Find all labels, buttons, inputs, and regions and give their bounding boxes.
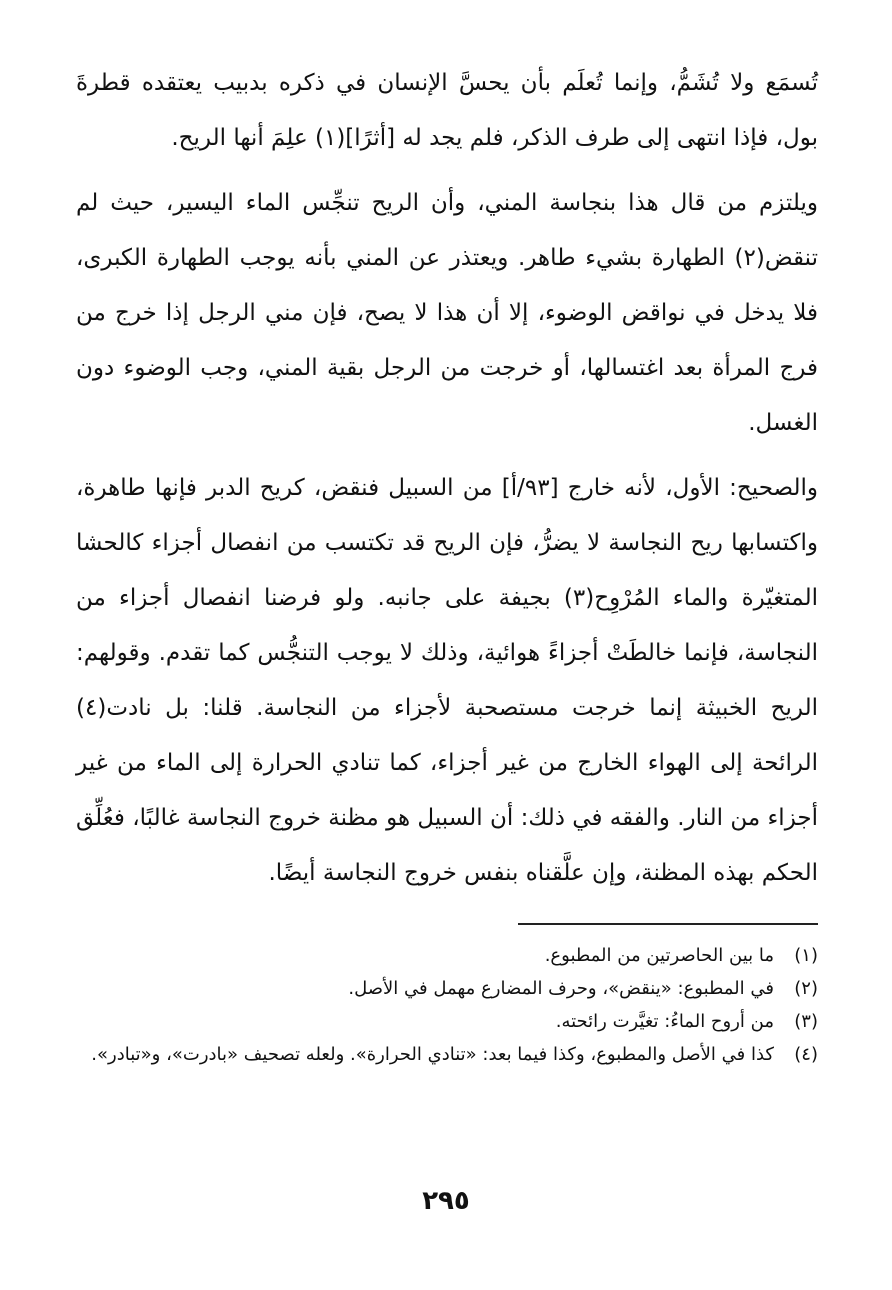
paragraph-1: تُسمَع ولا تُشَمُّ، وإنما تُعلَم بأن يحسَّ الإنسان في ذكره بدبيب يعتقده قطرةَ بول، فإذا انتهى إلى طرف الذكر، فلم يجد له [أثرًا](١) علِمَ أنها الريح. (76, 70, 818, 151)
footnote-4 (76, 1038, 818, 1071)
paragraph-3: والصحيح: الأول، لأنه خارج [٩٣/أ] من السبيل فنقض، كريح الدبر فإنها طاهرة، واكتسابها ريح النجاسة لا يضرُّ، فإن الريح قد تكتسب من انفصال أجزاء كالحشا المتغيّرة والماء المُرْوِح(٣) بجيفة على جانبه. ولو فرضنا انفصال أجزاء من النجاسة، فإنما خالطَتْ أجزاءً هوائية، وذلك لا يوجب التنجُّس كما تقدم. وقولهم: الريح الخبيثة إنما خرجت مستصحبة لأجزاء من النجاسة. قلنا: بل نادت(٤) الرائحة إلى الهواء الخارج من غير أجزاء، كما تنادي الحرارة إلى الماء من غير أجزاء من النار. والفقه في ذلك: أن السبيل هو مظنة خروج النجاسة غالبًا، فعُلِّق الحكم بهذه المظنة، وإن علَّقناه بنفس خروج النجاسة أيضًا. (76, 475, 818, 886)
footnote-divider (518, 923, 818, 925)
page-content (76, 56, 818, 1071)
footnote-1 (76, 939, 818, 972)
footnote-number: (٢) (794, 978, 818, 999)
footnotes (76, 939, 818, 1071)
footnote-text: في المطبوع: «ينقض»، وحرف المضارع مهمل في الأصل. (348, 978, 774, 999)
footnote-text: ما بين الحاصرتين من المطبوع. (544, 945, 774, 966)
footnote-number: (١) (794, 945, 818, 966)
page-number: ٢٩٥ (422, 1186, 470, 1216)
footnote-2 (76, 972, 818, 1005)
footnote-number: (٤) (794, 1044, 818, 1065)
paragraph-2: ويلتزم من قال هذا بنجاسة المني، وأن الريح تنجِّس الماء اليسير، حيث لم تنقض(٢) الطهارة بشيء طاهر. ويعتذر عن المني بأنه يوجب الطهارة الكبرى، فلا يدخل في نواقض الوضوء، إلا أن هذا لا يصح، فإن مني الرجل إذا خرج من فرج المرأة بعد اغتسالها، أو خرجت من الرجل بقية المني، وجب الوضوء دون الغسل. (76, 190, 818, 436)
footnote-text: من أروح الماءُ: تغيَّرت رائحته. (555, 1011, 774, 1032)
footnote-3 (76, 1005, 818, 1038)
footnote-text: كذا في الأصل والمطبوع، وكذا فيما بعد: «تنادي الحرارة». ولعله تصحيف «بادرت»، و«تبادر». (91, 1044, 774, 1065)
footnote-number: (٣) (794, 1011, 818, 1032)
